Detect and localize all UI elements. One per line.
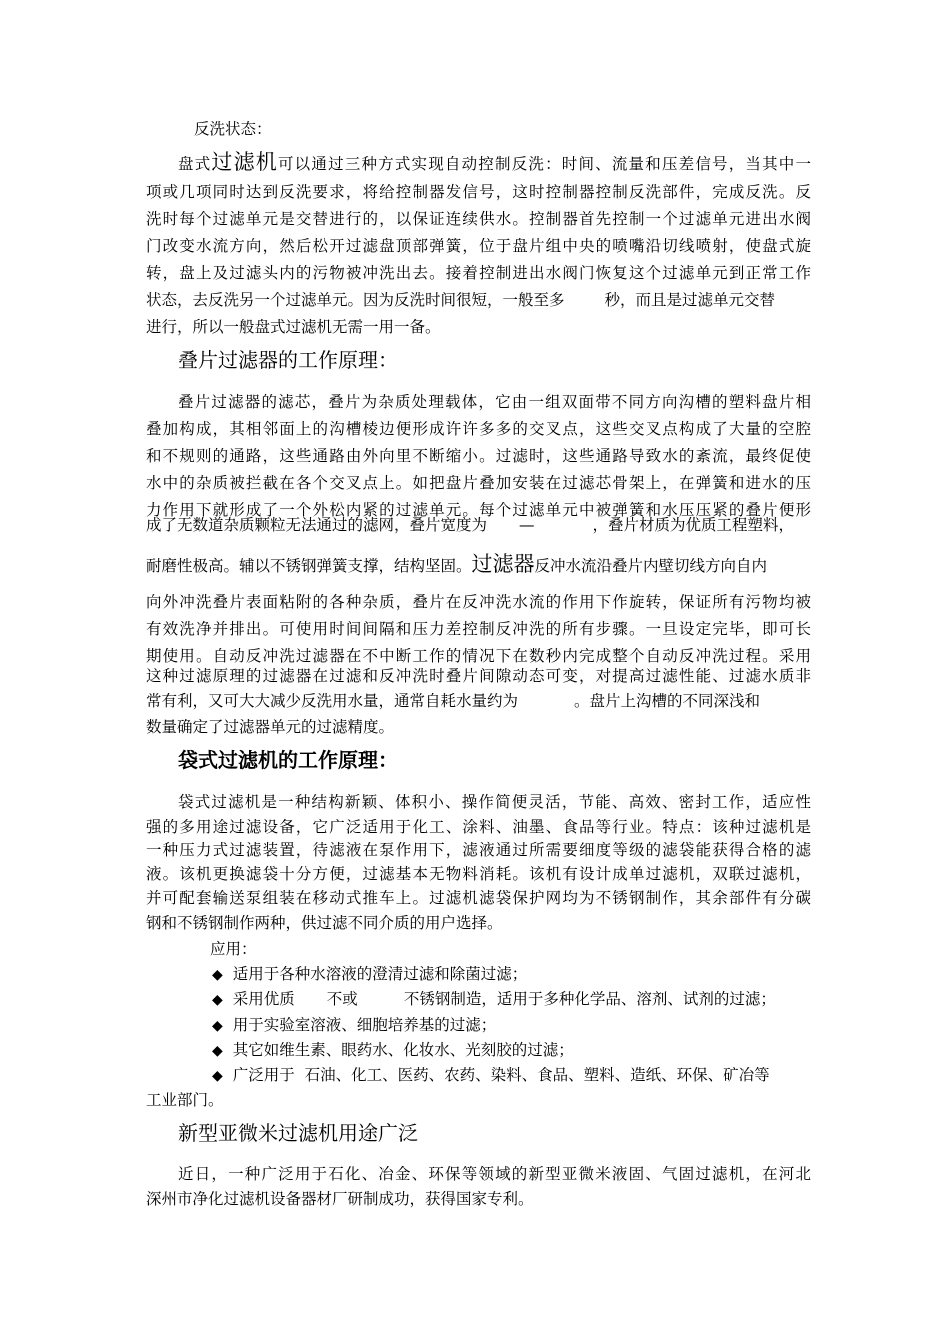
text-fragment: 可以通过三种方式实现自动控制反洗：时间、流量和压差信号，当其中一 <box>277 155 811 173</box>
text-fragment: 盘式 <box>178 155 212 173</box>
bullet-text: 不或 <box>326 990 358 1008</box>
disc-line-13: 数量确定了过滤器单元的过滤精度。 <box>146 718 395 736</box>
bullet-item-2 <box>212 987 811 1012</box>
bullet-item-5-continued: 工业部门。 <box>146 1091 224 1109</box>
bag-line-2: 强的多用途过滤设备，它广泛适用于化工、涂料、油墨、食品等行业。特点：该种过滤机是 <box>146 818 811 836</box>
diamond-bullet-icon: ◆ <box>212 967 223 983</box>
backwash-line-2: 项或几项同时达到反洗要求，将给控制器发信号，这时控制器控制反洗部件，完成反洗。反 <box>146 183 811 201</box>
bullet-text: 用于实验室溶液、细胞培养基的过滤； <box>232 1016 497 1034</box>
backwash-line-7: 进行，所以一般盘式过滤机无需一用一备。 <box>146 318 441 336</box>
disc-line-8: 向外冲洗叠片表面粘附的各种杂质，叠片在反冲洗水流的作用下作旋转，保证所有污物均被 <box>146 593 811 611</box>
disc-line-2: 叠加构成，其相邻面上的沟槽棱边便形成许许多多的交叉点，这些交叉点构成了大量的空腔 <box>146 420 811 438</box>
bullet-text: 广泛用于 石油、化工、医药、农药、染料、食品、塑料、造纸、环保、矿冶等 <box>232 1066 770 1084</box>
backwash-label: 反洗状态： <box>194 120 272 138</box>
disc-line-11: 这种过滤原理的过滤器在过滤和反冲洗时叠片间隙动态可变，对提高过滤性能、过滤水质非 <box>146 667 811 685</box>
section-heading-bag-filter: 袋式过滤机的工作原理： <box>178 748 398 772</box>
disc-line-9: 有效洗净并排出。可使用时间间隔和压力差控制反冲洗的所有步骤。一旦设定完毕，即可长 <box>146 620 811 638</box>
bullet-text: 适用于各种水溶液的澄清过滤和除菌过滤； <box>232 965 528 983</box>
text-fragment: 。盘片上沟槽的不同深浅和 <box>574 692 761 710</box>
text-fragment: 反冲水流沿叠片内壁切线方向自内 <box>534 557 768 575</box>
disc-line-4: 水中的杂质被拦截在各个交叉点上。如把盘片叠加安装在过滤芯骨架上，在弹簧和进水的压 <box>146 474 811 492</box>
bullet-text: 其它如维生素、眼药水、化妆水、光刻胶的过滤； <box>232 1041 574 1059</box>
bag-line-4: 液。该机更换滤袋十分方便，过滤基本无物料消耗。该机有设计成单过滤机，双联过滤机， <box>146 865 811 883</box>
dash: — <box>519 516 535 534</box>
large-term: 过滤器 <box>471 552 535 576</box>
section-heading-news: 新型亚微米过滤机用途广泛 <box>178 1121 418 1145</box>
diamond-bullet-icon: ◆ <box>212 1043 223 1059</box>
disc-line-6 <box>146 513 811 537</box>
bullet-item-1 <box>212 962 877 987</box>
news-line-2: 深州市净化过滤机设备器材厂研制成功，获得国家专利。 <box>146 1190 534 1208</box>
text-fragment: 成了无数道杂质颗粒无法通过的滤网，叠片宽度为 <box>146 516 488 534</box>
bullet-item-5 <box>212 1063 811 1088</box>
disc-line-12 <box>146 689 811 713</box>
bullet-item-3 <box>212 1013 877 1038</box>
backwash-line-4: 门改变水流方向，然后松开过滤盘顶部弹簧，位于盘片组中央的喷嘴沿切线喷射，使盘式旋 <box>146 237 811 255</box>
backwash-line-6 <box>146 288 811 312</box>
bullet-item-4 <box>212 1038 877 1063</box>
backwash-line-3: 洗时每个过滤单元是交替进行的，以保证连续供水。控制器首先控制一个过滤单元进出水阀 <box>146 210 811 228</box>
backwash-line-5: 转，盘上及过滤头内的污物被冲洗出去。接着控制进出水阀门恢复这个过滤单元到正常工作 <box>146 264 811 282</box>
text-fragment: 耐磨性极高。辅以不锈钢弹簧支撑，结构坚固。 <box>146 557 472 575</box>
text-fragment: 秒，而且是过滤单元交替 <box>604 291 776 309</box>
disc-line-7 <box>146 552 811 578</box>
diamond-bullet-icon: ◆ <box>212 1018 223 1034</box>
disc-line-3: 和不规则的通路，这些通路由外向里不断缩小。过滤时，这些通路导致水的紊流，最终促使 <box>146 447 811 465</box>
bag-line-1: 袋式过滤机是一种结构新颖、体积小、操作简便灵活，节能、高效、密封工作，适应性 <box>178 793 811 811</box>
large-term: 过滤机 <box>211 150 278 174</box>
disc-line-10: 期使用。自动反冲洗过滤器在不中断工作的情况下在数秒内完成整个自动反冲洗过程。采用 <box>146 647 811 665</box>
news-line-1: 近日，一种广泛用于石化、冶金、环保等领域的新型亚微米液固、气固过滤机，在河北 <box>178 1165 811 1183</box>
bullet-text: 采用优质 <box>232 990 295 1008</box>
text-fragment: 状态，去反洗另一个过滤单元。因为反洗时间很短，一般至多 <box>146 291 565 309</box>
disc-line-5: 力作用下就形成了一个外松内紧的过滤单元。每个过滤单元中被弹簧和水压压紧的叠片便形 <box>146 501 811 519</box>
bag-line-3: 一种压力式过滤装置，待滤液在泵作用下，滤液通过所需要细度等级的滤袋能获得合格的滤 <box>146 841 811 859</box>
bag-line-5: 并可配套输送泵组装在移动式推车上。过滤机滤袋保护网均为不锈钢制作，其余部件有分碳 <box>146 889 811 907</box>
application-label: 应用： <box>210 940 257 958</box>
disc-line-1: 叠片过滤器的滤芯，叠片为杂质处理载体，它由一组双面带不同方向沟槽的塑料盘片相 <box>178 393 811 411</box>
text-fragment: 常有利，又可大大减少反洗用水量，通常自耗水量约为 <box>146 692 519 710</box>
diamond-bullet-icon: ◆ <box>212 992 223 1008</box>
bag-line-6: 钢和不锈钢制作两种，供过滤不同介质的用户选择。 <box>146 914 503 932</box>
backwash-line-1 <box>178 150 811 176</box>
text-fragment: ，叠片材质为优质工程塑料， <box>592 516 795 534</box>
diamond-bullet-icon: ◆ <box>212 1068 223 1084</box>
bullet-text: 不锈钢制造，适用于多种化学品、溶剂、试剂的过滤； <box>403 990 776 1008</box>
section-heading-disc-filter: 叠片过滤器的工作原理： <box>178 348 398 372</box>
